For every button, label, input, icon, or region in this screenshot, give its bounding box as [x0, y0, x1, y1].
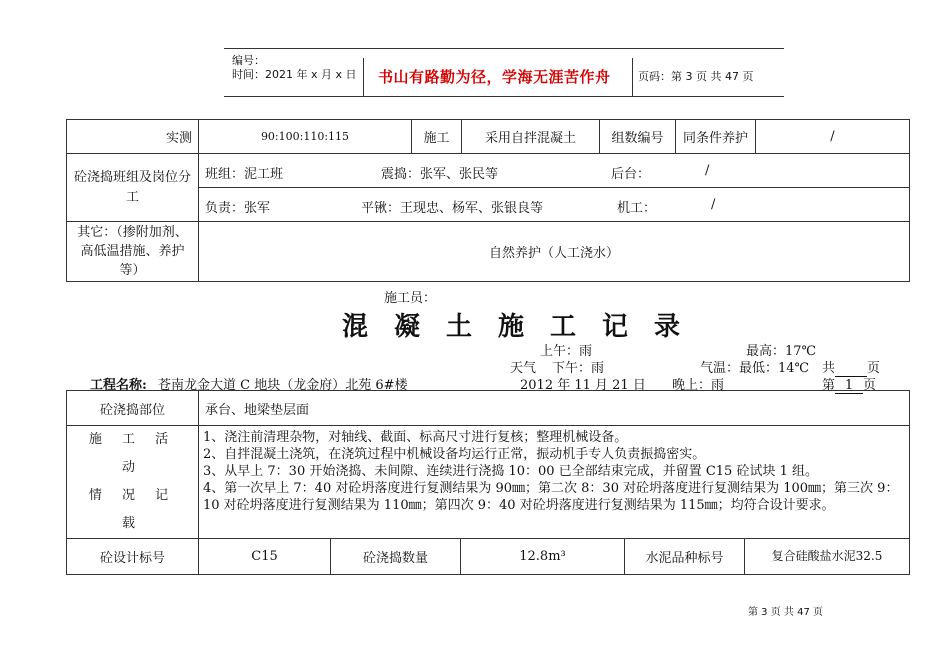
weather-night: 晚上：雨	[672, 378, 725, 393]
team-row-1	[199, 154, 910, 188]
quantity-label: 砼浇捣数量	[331, 539, 461, 575]
grade-label: 砼设计标号	[67, 539, 199, 575]
record-date: 2012 年 11 月 21 日	[520, 378, 646, 393]
cement-label: 水泥品种标号	[625, 539, 745, 575]
team-mech: 机工：	[617, 201, 657, 216]
team-mech-value: /	[711, 197, 716, 212]
construction-method: 采用自拌混凝土	[462, 120, 600, 154]
page-number-suffix: 页	[863, 378, 877, 393]
team-lead: 负责：张军	[205, 201, 271, 216]
activity-line: 4、第一次早上 7：40 对砼坍落度进行复测结果为 90㎜；第二次 8：30 对砼坍落度进行复测结果为 100㎜；第三次 9：10 对砼坍落度进行复测结果为 110㎜；第四次 9：40 对砼坍落度进行复测结果为 115㎜；均符合设计要求。	[203, 481, 899, 513]
cement-value: 复合硅酸盐水泥32.5	[745, 539, 910, 575]
location-label: 砼浇捣部位	[67, 391, 199, 426]
upper-table	[66, 119, 910, 282]
measured-label: 实测	[67, 120, 199, 154]
footer-page-info: 第 3 页 共 47 页	[748, 607, 823, 618]
motto-text: 书山有路勤为径，学海无涯苦作舟	[378, 68, 611, 86]
team-back-value: /	[705, 163, 710, 178]
grade-value: C15	[199, 539, 331, 575]
total-pages-label: 共	[822, 361, 836, 376]
temp-max: 最高：17℃	[746, 344, 817, 359]
weather-label: 天气	[510, 361, 537, 376]
group-number-label: 组数编号	[600, 120, 676, 154]
project-name: 苍南龙金大道 C 地块（龙金府）北苑 6#楼	[158, 378, 408, 393]
worker-label: 施工员：	[384, 291, 437, 306]
other-label: 其它：（掺附加剂、高低温措施、养护等）	[67, 222, 199, 282]
construction-label: 施工	[412, 120, 462, 154]
team-vibrate: 震捣：张军、张民等	[381, 167, 499, 182]
team-back: 后台：	[611, 167, 651, 182]
activity-label-line-1: 施 工 活 动	[88, 432, 177, 475]
page-info: 页码：第 3 页 共 47 页	[638, 70, 754, 83]
team-level: 平锹：王现忠、杨军、张银良等	[361, 201, 544, 216]
total-pages-suffix: 页	[867, 361, 881, 376]
activity-content	[199, 426, 910, 539]
activity-line: 3、从早上 7：30 开始浇捣、未间隙、连续进行浇捣 10：00 已全部结束完成，并留置 C15 砼试块 1 组。	[203, 464, 818, 479]
weather-pm: 下午：雨	[552, 361, 605, 376]
same-condition-curing-value: /	[756, 120, 910, 154]
doc-number-label: 编号：	[232, 54, 265, 67]
activity-label	[67, 426, 199, 539]
activity-label-line-2: 情 况 记 载	[88, 488, 177, 531]
location-value: 承台、地梁垫层面	[199, 391, 910, 426]
team-label: 砼浇捣班组及岗位分工	[67, 154, 199, 222]
quantity-value: 12.8m³	[461, 539, 625, 575]
doc-time-label: 时间：2021 年 x 月 x 日	[232, 68, 357, 81]
slump-values: 90:100:110:115	[199, 120, 412, 154]
record-table	[66, 390, 910, 575]
same-condition-curing-label: 同条件养护	[676, 120, 756, 154]
page-title: 混凝土施工记录	[342, 312, 707, 342]
weather-am: 上午：雨	[540, 344, 593, 359]
activity-line: 1、浇注前清理杂物，对轴线、截面、标高尺寸进行复核；整理机械设备。	[203, 430, 628, 445]
temp-min: 气温：最低：14℃	[700, 361, 810, 376]
activity-line: 2、自拌混凝土浇筑，在浇筑过程中机械设备均运行正常，振动机手专人负责振捣密实。	[203, 447, 706, 462]
other-value: 自然养护（人工浇水）	[199, 222, 910, 282]
page-number-label: 第	[822, 378, 836, 393]
team-group: 班组：泥工班	[205, 167, 284, 182]
page-number-value: 1	[835, 378, 863, 394]
project-label: 工程名称:	[90, 378, 147, 393]
team-row-2	[199, 188, 910, 222]
